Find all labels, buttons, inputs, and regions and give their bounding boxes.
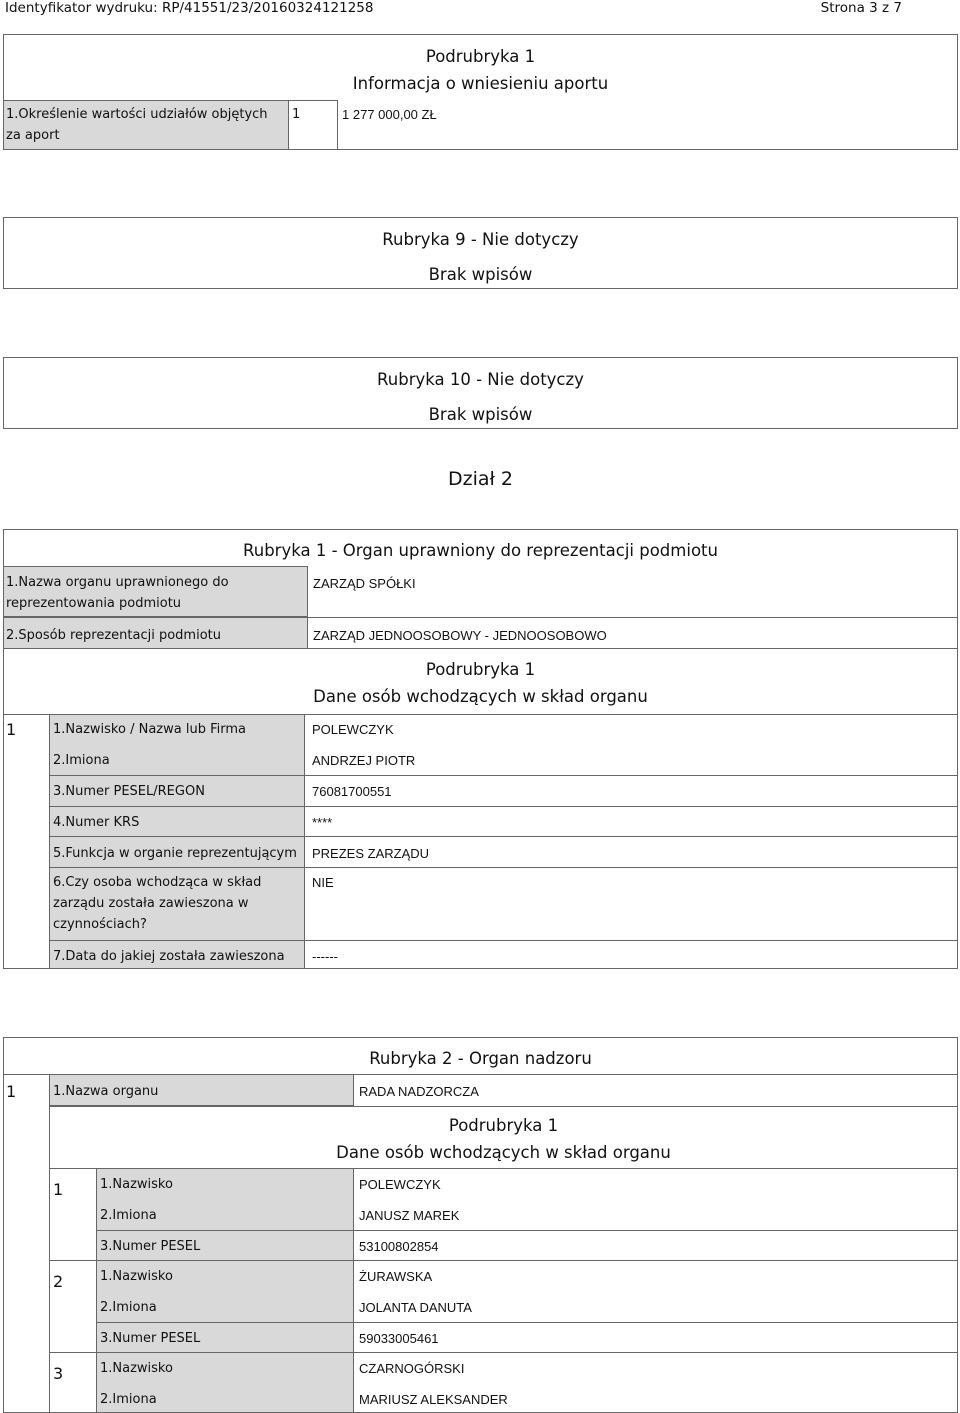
organ-method-label: 2.Sposób reprezentacji podmiotu	[6, 628, 221, 643]
supervisory-title: Rubryka 2 - Organ nadzoru	[369, 1049, 592, 1068]
member-value: JOLANTA DANUTA	[359, 1300, 472, 1315]
organ-person-value: ANDRZEJ PIOTR	[312, 753, 416, 768]
organ-person-value: PREZES ZARZĄDU	[312, 846, 430, 861]
aport-subrubric-heading: Informacja o wniesieniu aportu	[352, 74, 609, 93]
member-label: 1.Nazwisko	[100, 1269, 173, 1284]
member-value: ŻURAWSKA	[359, 1269, 433, 1284]
member-index: 1	[53, 1180, 64, 1199]
organ-subrubric-title: Podrubryka 1	[425, 660, 536, 679]
member-label: 2.Imiona	[100, 1392, 157, 1407]
member-label: 1.Nazwisko	[100, 1177, 173, 1192]
organ-name-label: 1.Nazwa organu uprawnionego do reprezentowania podmiotu	[6, 575, 229, 611]
member-value: POLEWCZYK	[359, 1177, 441, 1192]
member-label: 3.Numer PESEL	[100, 1239, 201, 1254]
organ-person-index: 1	[6, 720, 17, 739]
supervisory-subrubric-heading: Dane osób wchodzących w skład organu	[336, 1143, 671, 1162]
member-label: 1.Nazwisko	[100, 1361, 173, 1376]
member-value: 59033005461	[359, 1331, 439, 1346]
organ-person-value: ------	[312, 949, 338, 964]
page-number: Strona 3 z 7	[820, 0, 902, 16]
member-index: 3	[53, 1364, 64, 1383]
organ-person-label: 6.Czy osoba wchodząca w skład zarządu została zawieszona w czynnościach?	[53, 875, 262, 932]
rubric-10-empty: Brak wpisów	[428, 405, 533, 424]
aport-subrubric-title: Podrubryka 1	[425, 47, 536, 66]
organ-person-value: ****	[312, 815, 333, 830]
organ-person-label: 2.Imiona	[53, 753, 110, 768]
aport-index: 1	[292, 107, 301, 122]
organ-title: Rubryka 1 - Organ uprawniony do reprezentacji podmiotu	[243, 541, 718, 560]
member-value: JANUSZ MAREK	[359, 1208, 460, 1223]
aport-value: 1 277 000,00 ZŁ	[342, 107, 437, 122]
organ-person-value: NIE	[312, 875, 334, 890]
organ-person-label: 1.Nazwisko / Nazwa lub Firma	[53, 722, 246, 737]
print-header	[0, 0, 960, 18]
organ-person-label: 3.Numer PESEL/REGON	[53, 784, 205, 799]
member-value: MARIUSZ ALEKSANDER	[359, 1392, 508, 1407]
member-label: 2.Imiona	[100, 1208, 157, 1223]
organ-person-label: 5.Funkcja w organie reprezentującym	[53, 846, 297, 861]
organ-person-value: 76081700551	[312, 784, 392, 799]
organ-person-label: 4.Numer KRS	[53, 815, 140, 830]
organ-person-value: POLEWCZYK	[312, 722, 394, 737]
section-title: Dział 2	[447, 468, 514, 490]
supervisory-subrubric-title: Podrubryka 1	[448, 1116, 559, 1135]
member-value: CZARNOGÓRSKI	[359, 1361, 465, 1376]
member-index: 2	[53, 1272, 64, 1291]
supervisory-name-label: 1.Nazwa organu	[53, 1084, 159, 1099]
print-identifier: Identyfikator wydruku: RP/41551/23/20160324121258	[5, 0, 374, 16]
organ-method-value: ZARZĄD JEDNOOSOBOWY - JEDNOOSOBOWO	[313, 628, 607, 643]
rubric-10-title: Rubryka 10 - Nie dotyczy	[377, 370, 584, 389]
supervisory-index: 1	[6, 1082, 17, 1101]
organ-subrubric-heading: Dane osób wchodzących w skład organu	[313, 687, 648, 706]
aport-label: 1.Określenie wartości udziałów objętych za aport	[6, 107, 268, 143]
organ-name-value: ZARZĄD SPÓŁKI	[313, 576, 416, 591]
member-value: 53100802854	[359, 1239, 439, 1254]
organ-person-label: 7.Data do jakiej została zawieszona	[53, 949, 285, 964]
member-label: 3.Numer PESEL	[100, 1331, 201, 1346]
rubric-9-title: Rubryka 9 - Nie dotyczy	[382, 230, 579, 249]
rubric-9-empty: Brak wpisów	[428, 265, 533, 284]
member-label: 2.Imiona	[100, 1300, 157, 1315]
supervisory-name-value: RADA NADZORCZA	[359, 1084, 479, 1099]
